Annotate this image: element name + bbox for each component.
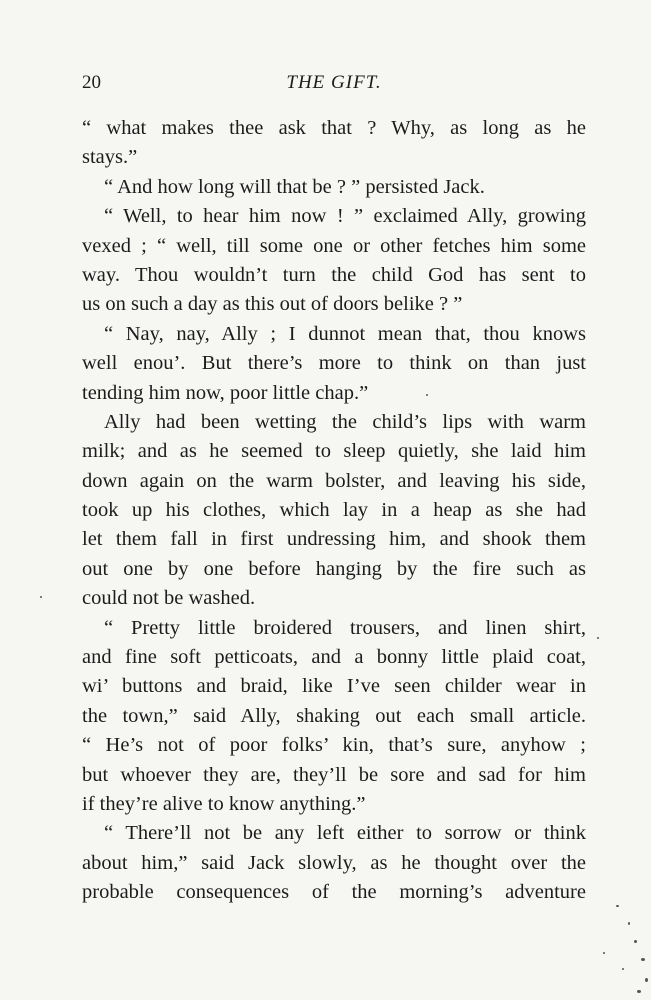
speck	[637, 990, 641, 993]
text-line: about him,” said Jack slowly, as he thought over the	[82, 851, 586, 874]
text-line: milk; and as he seemed to sleep quietly, she laid him	[82, 440, 586, 463]
text-line: Ally had been wetting the child’s lips with warm	[104, 410, 586, 433]
speck	[622, 968, 624, 970]
speck	[641, 958, 645, 961]
text-line: took up his clothes, which lay in a heap as she had	[82, 499, 586, 522]
text-line: “ He’s not of poor folks’ kin, that’s sure, anyhow ;	[82, 734, 586, 757]
text-line: down again on the warm bolster, and leaving his side,	[82, 469, 586, 492]
page-header	[82, 72, 586, 100]
speck	[597, 637, 599, 639]
text-line: probable consequences of the morning’s adventure	[82, 881, 586, 904]
text-line: stays.”	[82, 146, 138, 169]
text-line: out one by one before hanging by the fire such as	[82, 557, 586, 580]
text-line: the town,” said Ally, shaking out each small article.	[82, 704, 586, 727]
speck	[426, 394, 428, 396]
text-line: let them fall in first undressing him, and shook them	[82, 528, 586, 551]
text-line: “ Nay, nay, Ally ; I dunnot mean that, thou knows	[104, 322, 586, 345]
speck	[645, 978, 648, 982]
speck	[603, 952, 605, 954]
text-line: vexed ; “ well, till some one or other fetches him some	[82, 234, 586, 257]
text-line: and fine soft petticoats, and a bonny little plaid coat,	[82, 646, 586, 669]
speck	[634, 940, 637, 943]
page-number: 20	[82, 72, 101, 93]
speck	[40, 596, 42, 598]
text-line: but whoever they are, they’ll be sore and sad for him	[82, 763, 586, 786]
text-line: well enou’. But there’s more to think on than just	[82, 352, 586, 375]
text-line: tending him now, poor little chap.”	[82, 381, 369, 404]
running-title: THE GIFT.	[286, 72, 382, 93]
text-line: could not be washed.	[82, 587, 256, 610]
speck	[616, 905, 619, 907]
text-line: wi’ buttons and braid, like I’ve seen childer wear in	[82, 675, 586, 698]
text-line: “ Pretty little broidered trousers, and linen shirt,	[104, 616, 586, 639]
text-line: way. Thou wouldn’t turn the child God has sent to	[82, 263, 586, 286]
text-line: “ And how long will that be ? ” persisted Jack.	[104, 175, 485, 198]
text-line: us on such a day as this out of doors belike ? ”	[82, 293, 463, 316]
text-line: “ what makes thee ask that ? Why, as long as he	[82, 117, 586, 139]
text-line: if they’re alive to know anything.”	[82, 792, 366, 815]
body-text	[82, 114, 586, 908]
text-line: “ Well, to hear him now ! ” exclaimed Ally, growing	[104, 205, 586, 228]
speck	[628, 922, 630, 925]
text-line: “ There’ll not be any left either to sorrow or think	[104, 822, 586, 845]
